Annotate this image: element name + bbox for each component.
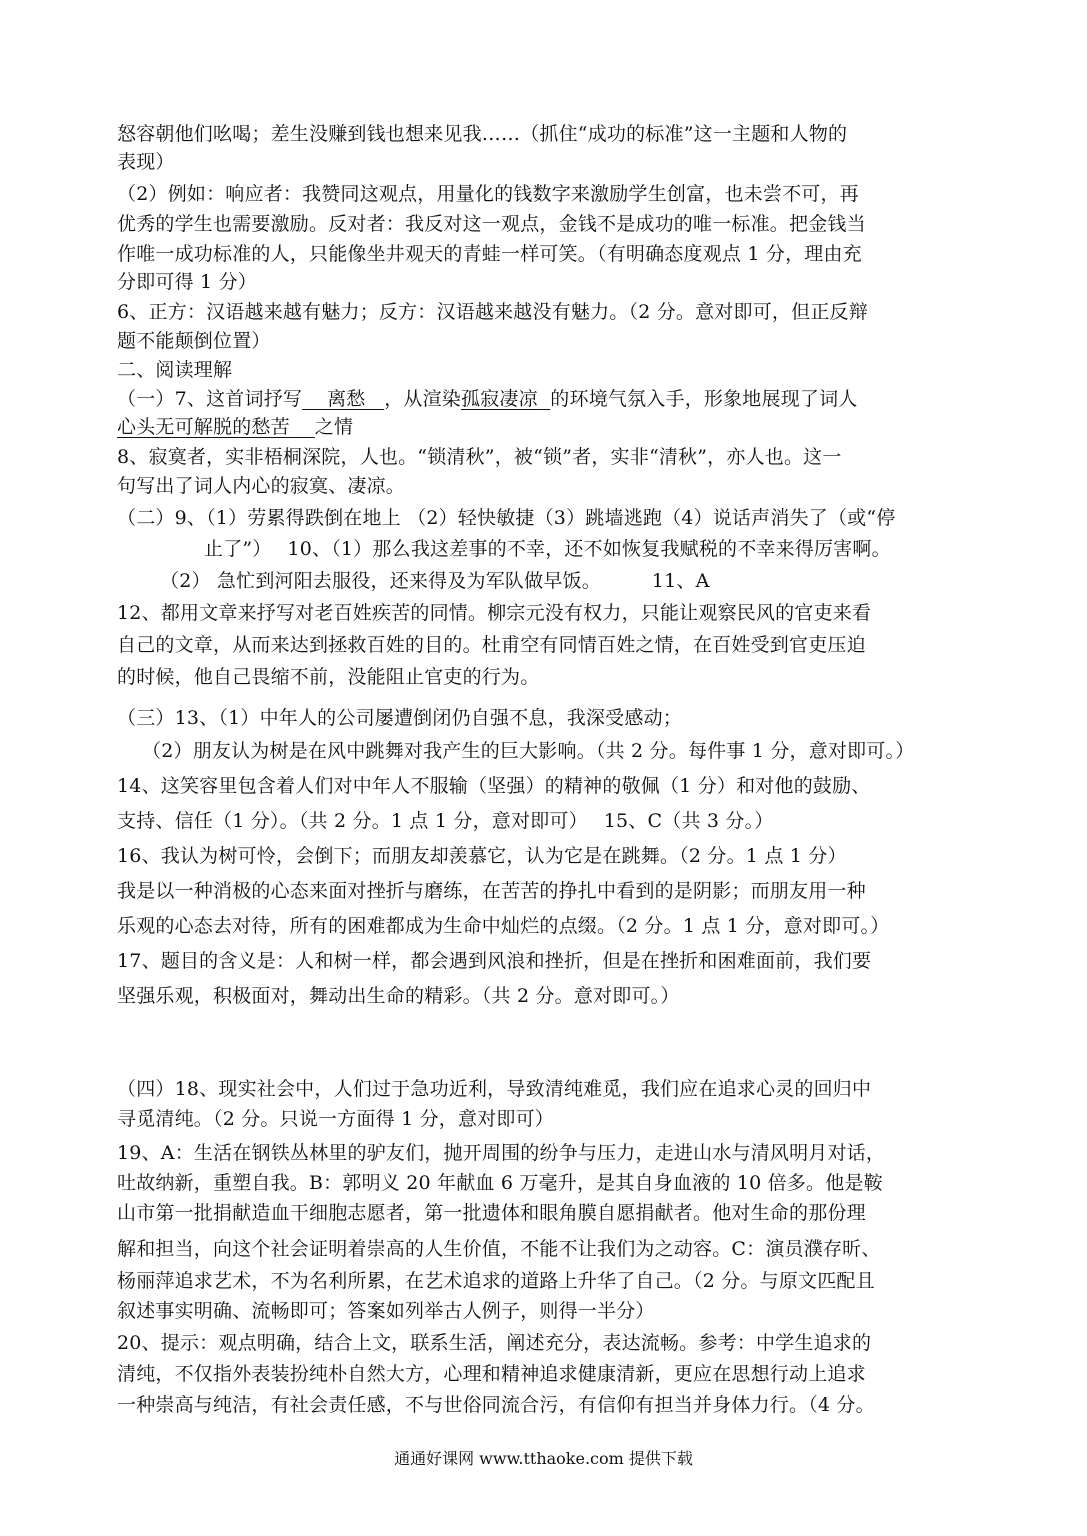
text-line: 19、A：生活在钢铁丛林里的驴友们，抛开周围的纷争与压力，走进山水与清风明月对话， <box>117 1142 886 1164</box>
text-line: 怒容朝他们吆喝；差生没赚到钱也想来见我……（抓住“成功的标准”这一主题和人物的 <box>117 123 848 145</box>
text-line: 寻觅清纯。（2 分。只说一方面得 1 分，意对即可） <box>117 1108 554 1130</box>
text-line: 杨丽萍追求艺术，不为名利所累，在艺术追求的道路上升华了自己。（2 分。与原文匹配且 <box>117 1270 875 1292</box>
text-line: 乐观的心态去对待，所有的困难都成为生命中灿烂的点缀。（2 分。1 点 1 分，意对即可。） <box>117 915 890 937</box>
text-line: 20、提示：观点明确，结合上文，联系生活，阐述充分，表达流畅。参考：中学生追求的 <box>117 1332 872 1354</box>
text-line: 句写出了词人内心的寂寞、凄凉。 <box>117 475 406 497</box>
text-line: 16、我认为树可怜，会倒下；而朋友却羡慕它，认为它是在跳舞。（2 分。1 点 1 分） <box>117 845 847 867</box>
q7-suffix: 的环境气氛入手，形象地展现了词人 <box>550 388 858 410</box>
text-line: 优秀的学生也需要激励。反对者：我反对这一观点，金钱不是成功的唯一标准。把金钱当 <box>117 213 866 235</box>
q7-answer-blank-tail <box>538 388 550 410</box>
page-footer: 通通好课网 www.tthaoke.com 提供下载 <box>394 1449 693 1468</box>
q7-prefix: （一）7、这首词抒写 <box>117 388 303 410</box>
q7-end: 之情 <box>314 416 354 438</box>
text-line: 叙述事实明确、流畅即可；答案如列举古人例子，则得一半分） <box>117 1300 655 1322</box>
text-line: 17、题目的含义是：人和树一样，都会遇到风浪和挫折，但是在挫折和困难面前，我们要 <box>117 950 872 972</box>
text-line: 12、都用文章来抒写对老百姓疾苦的同情。柳宗元没有权力，只能让观察民风的官吏来看 <box>117 602 872 624</box>
text-line: 止了”） 10、（1）那么我这差事的不幸，还不如恢复我赋税的不幸来得厉害啊。 <box>204 538 891 560</box>
text-line: （二）9、（1）劳累得跌倒在地上 （2）轻快敏捷（3）跳墙逃跑（4）说话声消失了（或“停 <box>117 507 896 529</box>
text-line: 清纯，不仅指外表装扮纯朴自然大方，心理和精神追求健康清新，更应在思想行动上追求 <box>117 1363 866 1385</box>
text-line: 我是以一种消极的心态来面对挫折与磨练，在苦苦的挣扎中看到的是阴影；而朋友用一种 <box>117 880 866 902</box>
q7-answer-blank: 孤寂凄凉 <box>461 388 538 410</box>
text-line: （2） 急忙到河阳去服役，还来得及为军队做早饭。 11、A <box>160 570 710 592</box>
q7-answer-blank: 心头无可解脱的愁苦 <box>117 416 290 438</box>
text-line: 吐故纳新，重塑自我。B：郭明义 20 年献血 6 万毫升，是其自身血液的 10 倍多。他是鞍 <box>117 1172 883 1194</box>
question-7-line <box>117 386 858 412</box>
section-heading: 二、阅读理解 <box>117 359 233 381</box>
text-line: （2）朋友认为树是在风中跳舞对我产生的巨大影响。（共 2 分。每件事 1 分，意对即可。） <box>142 740 915 762</box>
text-line: 支持、信任（1 分）。（共 2 分。1 点 1 分，意对即可） 15、C（共 3 分。） <box>117 810 774 832</box>
text-line: 6、正方：汉语越来越有魅力；反方：汉语越来越没有魅力。（2 分。意对即可，但正反辩 <box>117 301 868 323</box>
text-line: 的时候，他自己畏缩不前，没能阻止官吏的行为。 <box>117 666 540 688</box>
text-line: 坚强乐观，积极面对，舞动出生命的精彩。（共 2 分。意对即可。） <box>117 985 680 1007</box>
text-line: （2）例如：响应者：我赞同这观点，用量化的钱数字来激励学生创富，也未尝不可，再 <box>117 183 859 205</box>
text-line: （三）13、（1）中年人的公司屡遭倒闭仍自强不息，我深受感动； <box>117 707 682 729</box>
text-line: （四）18、现实社会中，人们过于急功近利，导致清纯难觅，我们应在追求心灵的回归中 <box>117 1078 872 1100</box>
text-line: 题不能颠倒位置） <box>117 330 271 352</box>
text-line: 山市第一批捐献造血干细胞志愿者，第一批遗体和眼角膜自愿捐献者。他对生命的那份理 <box>117 1202 866 1224</box>
question-7-line-2 <box>117 414 353 440</box>
text-line: 分即可得 1 分） <box>117 271 257 293</box>
text-line: 14、这笑容里包含着人们对中年人不服输（坚强）的精神的敬佩（1 分）和对他的鼓励、 <box>117 775 871 797</box>
q7-answer-blank: 离愁 <box>327 388 366 410</box>
text-line: 8、寂寞者，实非梧桐深院，人也。“锁清秋”，被“锁”者，实非“清秋”，亦人也。这一 <box>117 446 842 468</box>
text-line: 自己的文章，从而来达到拯救百姓的目的。杜甫空有同情百姓之情，在百姓受到官吏压迫 <box>117 634 866 656</box>
q7-middle: ，从渲染 <box>384 388 461 410</box>
text-line: 一种崇高与纯洁，有社会责任感，不与世俗同流合污，有信仰有担当并身体力行。（4 分。 <box>117 1394 875 1416</box>
text-line: 作唯一成功标准的人，只能像坐井观天的青蛙一样可笑。（有明确态度观点 1 分，理由充 <box>117 243 862 265</box>
text-line: 解和担当，向这个社会证明着崇高的人生价值，不能不让我们为之动容。C：演员濮存昕、 <box>117 1238 881 1260</box>
text-line: 表现） <box>117 151 175 173</box>
